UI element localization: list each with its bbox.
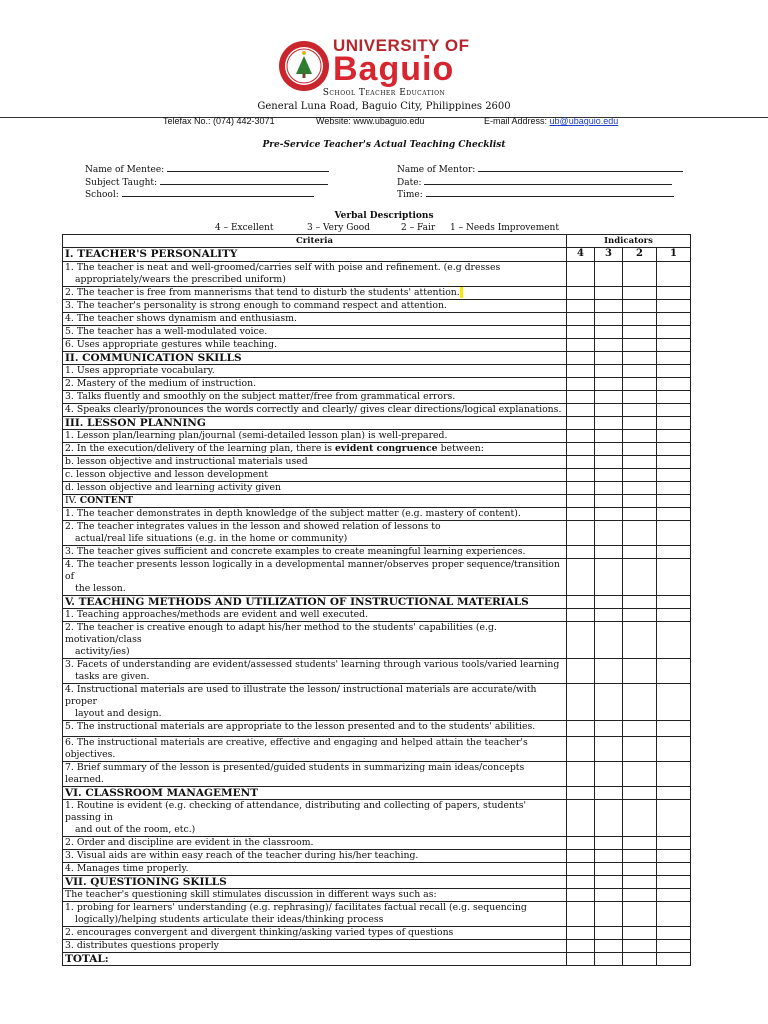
criterion xyxy=(63,262,567,287)
criterion-text-cont: logically)/helping students articulate their ideas/thinking process xyxy=(75,914,384,925)
total-cell-2[interactable] xyxy=(623,953,657,966)
rating-cell-3[interactable] xyxy=(595,313,623,326)
telefax: Telefax No.: (074) 442-3071 xyxy=(163,116,275,126)
verbal-descriptions-title: Verbal Descriptions xyxy=(334,211,434,221)
rating-cell-2[interactable] xyxy=(623,391,657,404)
address: General Luna Road, Baguio City, Philippines 2600 xyxy=(257,101,511,112)
rating-cell-1[interactable] xyxy=(657,559,691,596)
rating-cell-4[interactable] xyxy=(567,469,595,482)
rating-cell-2[interactable] xyxy=(623,508,657,521)
rating-cell-1[interactable] xyxy=(657,737,691,762)
rating-cell-4[interactable] xyxy=(567,339,595,352)
total-cell-4[interactable] xyxy=(567,953,595,966)
rating-cell-3[interactable] xyxy=(595,837,623,850)
criterion xyxy=(63,800,567,837)
criterion: 3. The teacher's personality is strong enough to command respect and attention. xyxy=(63,300,567,313)
rating-cell-1[interactable] xyxy=(657,326,691,339)
rating-cell-2[interactable] xyxy=(623,456,657,469)
mentor-label: Name of Mentor: xyxy=(397,165,476,175)
table-row xyxy=(63,482,691,495)
criterion: 6. The instructional materials are creative, effective and engaging and helped attain the teacher's objectives. xyxy=(63,737,567,762)
rating-cell-3[interactable] xyxy=(595,378,623,391)
rating-cell-3[interactable] xyxy=(595,762,623,787)
mentor-line[interactable] xyxy=(478,163,683,172)
rating-cell-1[interactable] xyxy=(657,430,691,443)
rating-cell-2[interactable] xyxy=(623,721,657,737)
table-row xyxy=(63,430,691,443)
criterion xyxy=(63,659,567,684)
school-name: School Teacher Education xyxy=(322,88,446,98)
rating-cell-4[interactable] xyxy=(567,262,595,287)
criterion-text: 3. Facets of understanding are evident/assessed students' learning through various tools/varied learning xyxy=(65,659,560,670)
subject-label: Subject Taught: xyxy=(85,178,158,188)
criterion-text-cont: activity/ies) xyxy=(75,646,130,657)
criterion-text: 4. The teacher presents lesson logically in a developmental manner/observes proper sequence/transition of xyxy=(65,559,560,582)
rating-cell-3[interactable] xyxy=(595,404,623,417)
rating-cell-4[interactable] xyxy=(567,287,595,300)
rating-cell-3[interactable] xyxy=(595,927,623,940)
rating-cell-4[interactable] xyxy=(567,721,595,737)
rating-cell-3[interactable] xyxy=(595,456,623,469)
rating-cell-4[interactable] xyxy=(567,609,595,622)
rating-cell-2[interactable] xyxy=(623,902,657,927)
table-row xyxy=(63,365,691,378)
criterion: 1. The teacher demonstrates in depth knowledge of the subject matter (e.g. mastery of content). xyxy=(63,508,567,521)
criterion: 5. The instructional materials are appropriate to the lesson presented and to the students' abilities. xyxy=(63,721,567,737)
time-label: Time: xyxy=(397,190,423,200)
rating-cell-4[interactable] xyxy=(567,927,595,940)
rating-cell-3[interactable] xyxy=(595,622,623,659)
rating-cell-1[interactable] xyxy=(657,521,691,546)
rating-cell-1[interactable] xyxy=(657,684,691,721)
time-field[interactable] xyxy=(397,188,674,200)
rating-cell-1[interactable] xyxy=(657,622,691,659)
rating-cell-4[interactable] xyxy=(567,313,595,326)
rating-cell-4[interactable] xyxy=(567,378,595,391)
table-row xyxy=(63,559,691,596)
table-row xyxy=(63,762,691,787)
criterion-text: 2. The teacher is creative enough to adapt his/her method to the students' capabilities (e.g. motivation/class xyxy=(65,622,497,645)
rating-cell-1[interactable] xyxy=(657,313,691,326)
rating-cell-3[interactable] xyxy=(595,800,623,837)
criterion: b. lesson objective and instructional materials used xyxy=(63,456,567,469)
rating-cell-2[interactable] xyxy=(623,404,657,417)
rating-cell-3[interactable] xyxy=(595,469,623,482)
criterion xyxy=(63,622,567,659)
criterion-text: 2. The teacher is free from mannerisms that tend to disturb the students' attention. xyxy=(65,287,460,298)
section-title: II. COMMUNICATION SKILLS xyxy=(63,352,567,365)
rating-cell-3[interactable] xyxy=(595,300,623,313)
criterion: 1. Lesson plan/learning plan/journal (semi-detailed lesson plan) is well-prepared. xyxy=(63,430,567,443)
rating-cell-2[interactable] xyxy=(623,365,657,378)
rating-cell-1[interactable] xyxy=(657,404,691,417)
mentee-line[interactable] xyxy=(167,163,329,172)
rating-cell-2[interactable] xyxy=(623,737,657,762)
rating-cell-1[interactable] xyxy=(657,365,691,378)
rating-cell-3[interactable] xyxy=(595,326,623,339)
rating-cell-4[interactable] xyxy=(567,521,595,546)
criterion: 2. Order and discipline are evident in the classroom. xyxy=(63,837,567,850)
rating-cell-2[interactable] xyxy=(623,482,657,495)
rating-cell-2[interactable] xyxy=(623,837,657,850)
rating-cell-2[interactable] xyxy=(623,609,657,622)
criterion xyxy=(63,287,567,300)
rating-cell-3[interactable] xyxy=(595,721,623,737)
criterion-text-cont: and out of the room, etc.) xyxy=(75,824,196,835)
rating-cell-3[interactable] xyxy=(595,863,623,876)
criterion: 7. Brief summary of the lesson is presented/guided students in summarizing main ideas/concepts learned. xyxy=(63,762,567,787)
section-title xyxy=(63,495,567,508)
rating-cell-3[interactable] xyxy=(595,737,623,762)
rating-cell-1[interactable] xyxy=(657,456,691,469)
email-label: E-mail Address: xyxy=(484,116,548,126)
rating-cell-4[interactable] xyxy=(567,762,595,787)
rating-cell-2[interactable] xyxy=(623,659,657,684)
col-4-header: 4 xyxy=(567,248,595,262)
mentor-field[interactable] xyxy=(397,163,683,175)
date-field[interactable] xyxy=(397,176,672,188)
rating-cell-4[interactable] xyxy=(567,546,595,559)
rating-cell-3[interactable] xyxy=(595,287,623,300)
rating-cell-1[interactable] xyxy=(657,721,691,737)
criterion: c. lesson objective and lesson development xyxy=(63,469,567,482)
criterion: 4. Manages time properly. xyxy=(63,863,567,876)
subject-line[interactable] xyxy=(160,176,328,185)
scale-4: 4 – Excellent xyxy=(215,223,274,233)
criterion: 1. Teaching approaches/methods are evident and well executed. xyxy=(63,609,567,622)
university-name-line1: UNIVERSITY OF xyxy=(333,36,470,55)
section-title: V. TEACHING METHODS AND UTILIZATION OF INSTRUCTIONAL MATERIALS xyxy=(63,596,567,609)
rating-cell-2[interactable] xyxy=(623,339,657,352)
rating-cell-3[interactable] xyxy=(595,559,623,596)
university-name-line2: Baguio xyxy=(333,50,455,88)
email-link[interactable]: ub@ubaguio.edu xyxy=(549,116,619,126)
section-number: IV. xyxy=(65,495,77,506)
criterion: 5. The teacher has a well-modulated voice. xyxy=(63,326,567,339)
criterion: 3. Talks fluently and smoothly on the subject matter/free from grammatical errors. xyxy=(63,391,567,404)
rating-cell-1[interactable] xyxy=(657,762,691,787)
table-row xyxy=(63,622,691,659)
rating-cell-1[interactable] xyxy=(657,287,691,300)
criterion-text-cont: actual/real life situations (e.g. in the home or community) xyxy=(75,533,348,544)
table-row xyxy=(63,940,691,953)
table-row xyxy=(63,609,691,622)
criteria-header: Criteria xyxy=(63,235,567,248)
rating-cell-1[interactable] xyxy=(657,339,691,352)
criterion-text-end: between: xyxy=(440,443,484,454)
rating-cell-1[interactable] xyxy=(657,300,691,313)
rating-cell-1[interactable] xyxy=(657,609,691,622)
indicators-header: Indicators xyxy=(567,235,691,248)
rating-cell-4[interactable] xyxy=(567,863,595,876)
rating-cell-2[interactable] xyxy=(623,300,657,313)
criterion xyxy=(63,684,567,721)
col-1-header: 1 xyxy=(657,248,691,262)
rating-cell-3[interactable] xyxy=(595,521,623,546)
rating-cell-1[interactable] xyxy=(657,391,691,404)
rating-cell-1[interactable] xyxy=(657,863,691,876)
rating-cell-2[interactable] xyxy=(623,326,657,339)
rating-cell-2[interactable] xyxy=(623,684,657,721)
table-row xyxy=(63,391,691,404)
section-title: I. TEACHER'S PERSONALITY xyxy=(63,248,567,262)
rating-cell-2[interactable] xyxy=(623,313,657,326)
table-row xyxy=(63,927,691,940)
rating-cell-3[interactable] xyxy=(595,339,623,352)
table-row xyxy=(63,339,691,352)
school-field[interactable] xyxy=(85,188,314,200)
rating-cell-3[interactable] xyxy=(595,365,623,378)
rating-cell-3[interactable] xyxy=(595,508,623,521)
table-row xyxy=(63,326,691,339)
table-row xyxy=(63,863,691,876)
total-cell-3[interactable] xyxy=(595,953,623,966)
rating-cell-4[interactable] xyxy=(567,404,595,417)
scale-2: 2 – Fair xyxy=(401,223,436,233)
criterion: 2. encourages convergent and divergent thinking/asking varied types of questions xyxy=(63,927,567,940)
table-row xyxy=(63,684,691,721)
rating-cell-1[interactable] xyxy=(657,469,691,482)
rating-cell-3[interactable] xyxy=(595,430,623,443)
rating-cell-4[interactable] xyxy=(567,850,595,863)
table-row xyxy=(63,902,691,927)
rating-cell-4[interactable] xyxy=(567,365,595,378)
col-3-header: 3 xyxy=(595,248,623,262)
highlight-mark xyxy=(460,287,463,298)
section-title: VII. QUESTIONING SKILLS xyxy=(63,876,567,889)
criterion-text: 1. Routine is evident (e.g. checking of attendance, distributing and collecting of papers, students' passing in xyxy=(65,800,527,823)
table-row xyxy=(63,659,691,684)
rating-cell-4[interactable] xyxy=(567,300,595,313)
rating-cell-2[interactable] xyxy=(623,927,657,940)
criterion: The teacher's questioning skill stimulates discussion in different ways such as: xyxy=(63,889,567,902)
rating-cell-4[interactable] xyxy=(567,482,595,495)
table-row xyxy=(63,469,691,482)
total-cell-1[interactable] xyxy=(657,953,691,966)
mentee-label: Name of Mentee: xyxy=(85,165,165,175)
email-block xyxy=(484,116,618,126)
table-row xyxy=(63,313,691,326)
criterion-text: 1. The teacher is neat and well-groomed/carries self with poise and refinement. (e.g dresses xyxy=(65,262,501,273)
rating-cell-2[interactable] xyxy=(623,287,657,300)
school-line[interactable] xyxy=(122,188,314,197)
table-row xyxy=(63,546,691,559)
table-row xyxy=(63,721,691,737)
rating-cell-3[interactable] xyxy=(595,391,623,404)
rating-cell-2[interactable] xyxy=(623,559,657,596)
total-label: TOTAL: xyxy=(63,953,567,966)
rating-cell-2[interactable] xyxy=(623,521,657,546)
scale-3: 3 – Very Good xyxy=(307,223,370,233)
rating-cell-4[interactable] xyxy=(567,684,595,721)
rating-cell-2[interactable] xyxy=(623,430,657,443)
rating-cell-3[interactable] xyxy=(595,482,623,495)
rating-cell-4[interactable] xyxy=(567,622,595,659)
rating-cell-4[interactable] xyxy=(567,326,595,339)
school-label: School: xyxy=(85,190,119,200)
rating-cell-2[interactable] xyxy=(623,262,657,287)
section-title: VI. CLASSROOM MANAGEMENT xyxy=(63,787,567,800)
rating-cell-4[interactable] xyxy=(567,659,595,684)
rating-cell-1[interactable] xyxy=(657,659,691,684)
table-row xyxy=(63,850,691,863)
rating-cell-2[interactable] xyxy=(623,850,657,863)
criterion: 3. distributes questions properly xyxy=(63,940,567,953)
rating-cell-1[interactable] xyxy=(657,262,691,287)
section-title: III. LESSON PLANNING xyxy=(63,417,567,430)
table-row xyxy=(63,300,691,313)
rating-cell-1[interactable] xyxy=(657,546,691,559)
rating-cell-1[interactable] xyxy=(657,927,691,940)
criterion: 4. The teacher shows dynamism and enthusiasm. xyxy=(63,313,567,326)
rating-cell-3[interactable] xyxy=(595,684,623,721)
scale-1: 1 – Needs Improvement xyxy=(450,223,559,233)
rating-cell-4[interactable] xyxy=(567,430,595,443)
criterion xyxy=(63,559,567,596)
rating-cell-2[interactable] xyxy=(623,546,657,559)
criterion xyxy=(63,521,567,546)
criterion: d. lesson objective and learning activity given xyxy=(63,482,567,495)
table-row xyxy=(63,737,691,762)
checklist-table xyxy=(62,234,691,966)
table-row xyxy=(63,889,691,902)
letterhead xyxy=(0,0,768,128)
table-row xyxy=(63,404,691,417)
rating-cell-1[interactable] xyxy=(657,837,691,850)
table-row xyxy=(63,262,691,287)
rating-cell-4[interactable] xyxy=(567,737,595,762)
criterion-text-cont: appropriately/wears the prescribed uniform) xyxy=(75,274,286,285)
rating-cell-3[interactable] xyxy=(595,902,623,927)
rating-cell-1[interactable] xyxy=(657,850,691,863)
rating-cell-2[interactable] xyxy=(623,940,657,953)
rating-cell-4[interactable] xyxy=(567,837,595,850)
criterion-text: 2. The teacher integrates values in the lesson and showed relation of lessons to xyxy=(65,521,441,532)
rating-cell-2[interactable] xyxy=(623,762,657,787)
mentee-field[interactable] xyxy=(85,163,329,175)
criterion-text: 2. In the execution/delivery of the learning plan, there is xyxy=(65,443,333,454)
rating-cell-3[interactable] xyxy=(595,609,623,622)
rating-cell-1[interactable] xyxy=(657,902,691,927)
table-row xyxy=(63,378,691,391)
criterion xyxy=(63,902,567,927)
table-row xyxy=(63,443,691,456)
rating-cell-3[interactable] xyxy=(595,546,623,559)
rating-cell-1[interactable] xyxy=(657,800,691,837)
criterion: 4. Speaks clearly/pronounces the words correctly and clearly/ gives clear directions/logical explanations. xyxy=(63,404,567,417)
subject-field[interactable] xyxy=(85,176,328,188)
rating-cell-4[interactable] xyxy=(567,800,595,837)
document-title: Pre-Service Teacher's Actual Teaching Checklist xyxy=(262,140,506,150)
rating-cell-4[interactable] xyxy=(567,902,595,927)
criterion: 3. Visual aids are within easy reach of the teacher during his/her teaching. xyxy=(63,850,567,863)
table-row xyxy=(63,800,691,837)
rating-cell-2[interactable] xyxy=(623,378,657,391)
rating-cell-3[interactable] xyxy=(595,940,623,953)
rating-cell-1[interactable] xyxy=(657,482,691,495)
rating-cell-4[interactable] xyxy=(567,940,595,953)
criterion: 6. Uses appropriate gestures while teaching. xyxy=(63,339,567,352)
criterion: 1. Uses appropriate vocabulary. xyxy=(63,365,567,378)
rating-cell-4[interactable] xyxy=(567,391,595,404)
rating-cell-3[interactable] xyxy=(595,659,623,684)
university-seal-logo xyxy=(278,40,330,92)
rating-cell-2[interactable] xyxy=(623,622,657,659)
rating-cell-3[interactable] xyxy=(595,850,623,863)
rating-cell-4[interactable] xyxy=(567,559,595,596)
rating-cell-1[interactable] xyxy=(657,378,691,391)
criterion-text: 4. Instructional materials are used to illustrate the lesson/ instructional materials are accurate/with proper xyxy=(65,684,537,707)
table-row xyxy=(63,456,691,469)
criterion xyxy=(63,443,567,456)
website: Website: www.ubaguio.edu xyxy=(316,116,425,126)
rating-cell-3[interactable] xyxy=(595,262,623,287)
table-row xyxy=(63,521,691,546)
section-name: CONTENT xyxy=(79,495,134,506)
date-line[interactable] xyxy=(424,176,672,185)
criterion-text-cont: layout and design. xyxy=(75,708,162,719)
criterion-text: 1. probing for learners' understanding (e.g. rephrasing)/ facilitates factual recall (e.g. sequencing xyxy=(65,902,527,913)
time-line[interactable] xyxy=(426,188,674,197)
rating-cell-1[interactable] xyxy=(657,508,691,521)
date-label: Date: xyxy=(397,178,422,188)
table-row xyxy=(63,837,691,850)
criterion-text-cont: tasks are given. xyxy=(75,671,150,682)
rating-cell-1[interactable] xyxy=(657,940,691,953)
rating-cell-2[interactable] xyxy=(623,800,657,837)
rating-cell-4[interactable] xyxy=(567,456,595,469)
criterion: 3. The teacher gives sufficient and concrete examples to create meaningful learning experiences. xyxy=(63,546,567,559)
col-2-header: 2 xyxy=(623,248,657,262)
rating-cell-4[interactable] xyxy=(567,508,595,521)
rating-cell-2[interactable] xyxy=(623,469,657,482)
criterion-text-cont: the lesson. xyxy=(75,583,126,594)
table-row xyxy=(63,287,691,300)
criterion: 2. Mastery of the medium of instruction. xyxy=(63,378,567,391)
criterion-emphasis: evident congruence xyxy=(335,443,438,454)
rating-cell-2[interactable] xyxy=(623,863,657,876)
table-row xyxy=(63,508,691,521)
